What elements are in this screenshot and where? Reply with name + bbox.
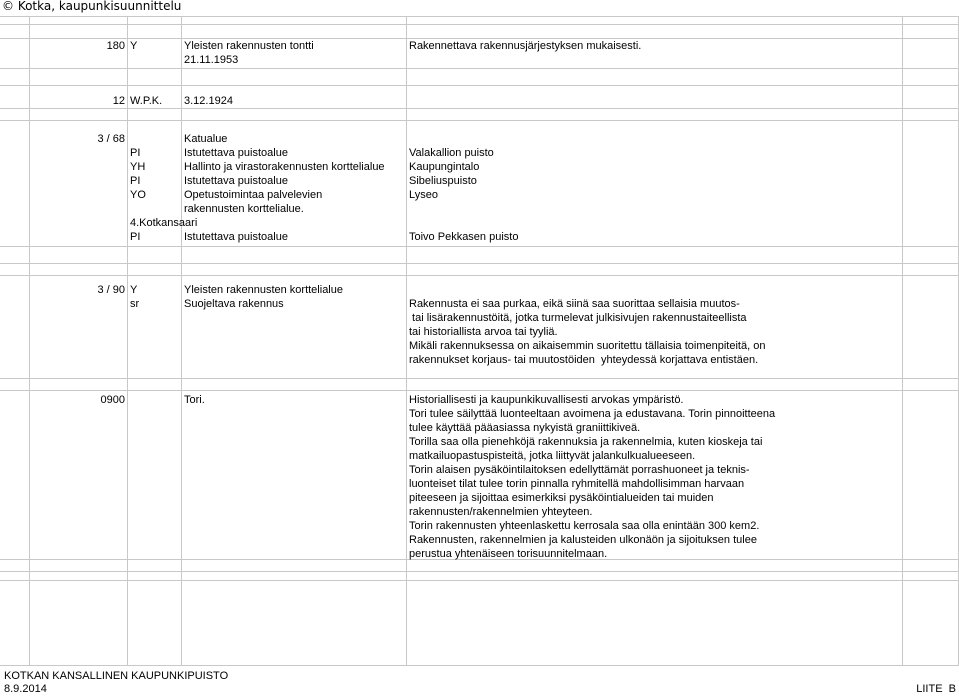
row-description: Lyseo xyxy=(409,189,438,201)
row-description-line: Torin rakennusten yhteenlaskettu kerrosala saa olla enintään 300 kem2. xyxy=(409,520,760,532)
row-description-line: Torilla saa olla pienehköjä rakennuksia ja rakennelmia, kuten kioskeja tai xyxy=(409,436,763,448)
row-name: Istutettava puistoalue xyxy=(184,175,288,187)
row-name: 4.Kotkansaari xyxy=(130,217,198,229)
row-code: PI xyxy=(130,175,141,187)
footer-organization: KOTKAN KANSALLINEN KAUPUNKIPUISTO xyxy=(4,670,229,682)
row-description-line: Historiallisesti ja kaupunkikuvallisesti arvokas ympäristö. xyxy=(409,394,684,406)
row-name: Katualue xyxy=(184,133,228,145)
row-description-line: tulee käyttää pääasiassa nykyistä graniittikiveä. xyxy=(409,422,641,434)
row-description-line: Rakennusten, rakennelmien ja kalusteiden ulkonäön ja sijoituksen tulee xyxy=(409,534,757,546)
row-name: Opetustoimintaa palvelevien xyxy=(184,189,323,201)
footer-appendix: LIITE B xyxy=(916,683,956,695)
row-number: 0900 xyxy=(100,394,125,406)
row-description-line: rakennusten/rakennelmien yhteyteen. xyxy=(409,506,593,518)
row-name: Suojeltava rakennus xyxy=(184,298,284,310)
row-code: W.P.K. xyxy=(130,95,163,107)
row-description: Toivo Pekkasen puisto xyxy=(409,231,519,243)
row-number: 3 / 68 xyxy=(97,133,125,145)
row-code: YH xyxy=(130,161,146,173)
row-name: Istutettava puistoalue xyxy=(184,147,288,159)
row-number: 180 xyxy=(106,40,125,52)
row-description: Rakennettava rakennusjärjestyksen mukaisesti. xyxy=(409,40,642,52)
row-name: Istutettava puistoalue xyxy=(184,231,288,243)
row-code: PI xyxy=(130,231,141,243)
row-description: Sibeliuspuisto xyxy=(409,175,477,187)
row-description-line: Mikäli rakennuksessa on aikaisemmin suoritettu tällaisia toimenpiteitä, on xyxy=(409,340,766,352)
row-description: Kaupungintalo xyxy=(409,161,480,173)
row-description: Valakallion puisto xyxy=(409,147,494,159)
row-name: Yleisten rakennusten korttelialue xyxy=(184,284,343,296)
row-description-line: luonteiset tilat tulee torin pinnalla ryhmitellä mahdollisimman harvaan xyxy=(409,478,745,490)
row-number: 12 xyxy=(112,95,125,107)
row-name: Tori. xyxy=(184,394,205,406)
row-code: Y xyxy=(130,40,138,52)
row-description-line: Tori tulee säilyttää luonteeltaan avoimena ja edustavana. Torin pinnoitteena xyxy=(409,408,776,420)
row-date: 3.12.1924 xyxy=(184,95,233,107)
row-date: 21.11.1953 xyxy=(184,54,239,66)
row-code: Y xyxy=(130,284,138,296)
row-code: PI xyxy=(130,147,141,159)
row-code: YO xyxy=(130,189,146,201)
row-description-line: matkailuopastuspisteitä, jotka liittyvät jalankulkualueeseen. xyxy=(409,450,696,462)
footer-date: 8.9.2014 xyxy=(4,683,47,695)
row-name: Hallinto ja virastorakennusten korttelialue xyxy=(184,161,385,173)
row-number: 3 / 90 xyxy=(97,284,125,296)
row-description-line: tai lisärakennustöitä, jotka turmelevat julkisivujen rakennustaiteellista xyxy=(409,312,747,324)
copyright-text: © Kotka, kaupunkisuunnittelu xyxy=(2,0,182,13)
row-name: Yleisten rakennusten tontti xyxy=(184,40,314,52)
row-description-line: piteeseen ja sijoittaa esimerkiksi pysäköintialueiden tai muiden xyxy=(409,492,714,504)
row-description-line: Rakennusta ei saa purkaa, eikä siinä saa suorittaa sellaisia muutos- xyxy=(409,298,740,310)
row-description-line: Torin alaisen pysäköintilaitoksen edellyttämät porrashuoneet ja teknis- xyxy=(409,464,750,476)
row-description-line: tai historiallista arvoa tai tyyliä. xyxy=(409,326,558,338)
row-name: rakennusten korttelialue. xyxy=(184,203,304,215)
row-description-line: rakennukset korjaus- tai muutostöiden yhteydessä korjattava entistäen. xyxy=(409,354,759,366)
row-description-line: perustua yhtenäiseen torisuunnitelmaan. xyxy=(409,548,608,560)
row-code: sr xyxy=(130,298,140,310)
